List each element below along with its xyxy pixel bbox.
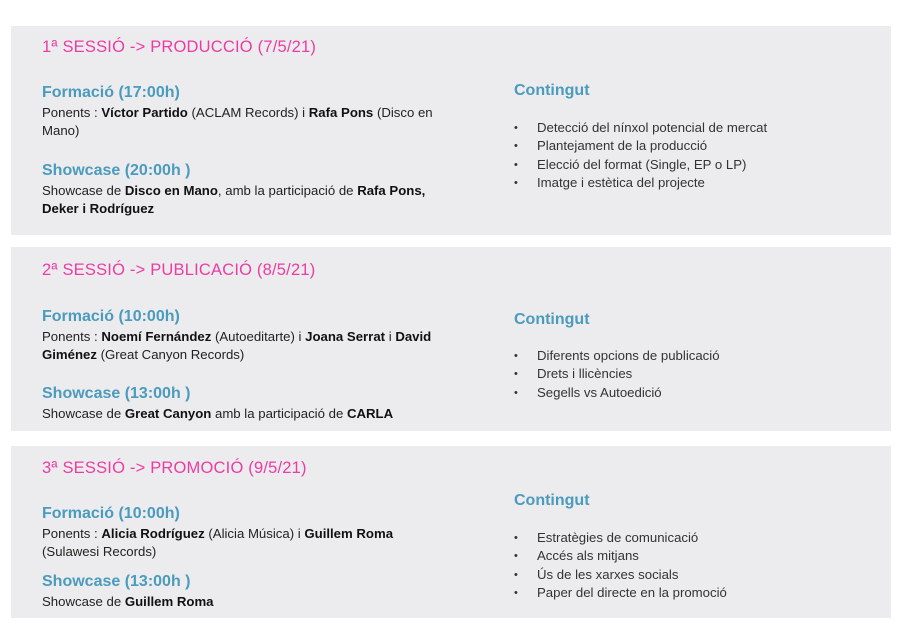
session-title: 3ª SESSIÓ -> PROMOCIÓ (9/5/21) (42, 459, 307, 477)
contingut-item-label: Elecció del format (Single, EP o LP) (537, 156, 747, 172)
text-segment: (Alicia Música) i (204, 526, 305, 541)
text-segment: i (385, 329, 396, 344)
contingut-item (514, 529, 727, 547)
formacio-heading: Formació (17:00h) (42, 84, 180, 101)
bold-name-text: David Giménez (42, 329, 432, 362)
ponents-text (42, 525, 442, 561)
contingut-item-label: Diferents opcions de publicació (537, 348, 720, 363)
bullet-icon: • (514, 532, 518, 544)
text-segment: Showcase de (42, 183, 125, 198)
contingut-item-label: Drets i llicències (537, 366, 633, 382)
session-3-panel (11, 446, 891, 618)
text-segment: (Disco en Mano) (42, 105, 433, 138)
bold-name-text: Noemí Fernández (101, 329, 212, 344)
bullet-icon: • (514, 586, 518, 599)
bullet-icon: • (514, 550, 518, 563)
bold-name-text: Guillem Roma (304, 526, 394, 541)
showcase-text (42, 182, 442, 218)
bold-name-text: Disco en Mano (124, 183, 218, 198)
contingut-heading: Contingut (514, 311, 590, 328)
contingut-list (514, 119, 767, 192)
showcase-text (42, 593, 442, 611)
contingut-item-label: Segells vs Autoedició (537, 384, 662, 400)
contingut-item (514, 119, 767, 137)
contingut-item-label: Paper del directe en la promoció (537, 584, 727, 600)
contingut-item-label: Ús de les xarxes socials (537, 566, 679, 582)
bold-name-text: Guillem Roma (124, 594, 214, 609)
ponents-text (42, 104, 442, 140)
bold-name-text: Joana Serrat (305, 329, 386, 344)
contingut-item (514, 547, 727, 565)
text-segment: Showcase de (42, 406, 125, 421)
showcase-heading: Showcase (13:00h ) (42, 385, 191, 402)
contingut-list (514, 529, 727, 602)
text-segment: Ponents : (42, 105, 102, 120)
formacio-heading: Formació (10:00h) (42, 505, 180, 522)
formacio-heading: Formació (10:00h) (42, 308, 180, 325)
contingut-item-label: Estratègies de comunicació (537, 530, 699, 545)
bold-name-text: Rafa Pons (308, 105, 374, 120)
showcase-heading: Showcase (13:00h ) (42, 573, 191, 590)
bullet-icon: • (514, 386, 518, 399)
contingut-item-label: Detecció del nínxol potencial de mercat (537, 120, 768, 135)
bullet-icon: • (514, 140, 518, 153)
bold-name-text: CARLA (346, 406, 394, 421)
contingut-list (514, 347, 720, 402)
contingut-item (514, 566, 727, 584)
contingut-item-label: Accés als mitjans (537, 548, 639, 564)
contingut-item (514, 584, 727, 602)
text-segment: (Autoeditarte) i (211, 329, 306, 344)
bold-name-text: Great Canyon (124, 406, 212, 421)
text-segment: (ACLAM Records) i (187, 105, 309, 120)
contingut-item (514, 137, 767, 155)
bold-name-text: Alicia Rodríguez (101, 526, 205, 541)
text-segment: amb la participació de (211, 406, 347, 421)
bold-name-text: Víctor Partido (101, 105, 188, 120)
bullet-icon: • (514, 122, 518, 134)
bullet-icon: • (514, 368, 518, 381)
session-1-panel (11, 26, 891, 235)
contingut-item (514, 156, 767, 174)
contingut-item (514, 384, 720, 402)
text-segment: Ponents : (42, 526, 102, 541)
text-segment: , amb la participació de (217, 183, 358, 198)
session-2-panel (11, 247, 891, 431)
text-segment: Ponents : (42, 329, 102, 344)
contingut-heading: Contingut (514, 82, 590, 99)
session-title: 2ª SESSIÓ -> PUBLICACIÓ (8/5/21) (42, 261, 316, 279)
bold-name-text: Rafa Pons, Deker i Rodríguez (42, 183, 426, 216)
contingut-item-label: Plantejament de la producció (537, 138, 708, 154)
ponents-text (42, 328, 442, 364)
contingut-item (514, 174, 767, 192)
session-title: 1ª SESSIÓ -> PRODUCCIÓ (7/5/21) (42, 38, 317, 56)
bullet-icon: • (514, 568, 518, 581)
contingut-item-label: Imatge i estètica del projecte (537, 174, 705, 190)
contingut-heading: Contingut (514, 492, 590, 509)
bullet-icon: • (514, 158, 518, 171)
text-segment: (Sulawesi Records) (42, 544, 157, 559)
contingut-item (514, 365, 720, 383)
text-segment: Showcase de (42, 594, 125, 609)
bullet-icon: • (514, 350, 518, 362)
text-segment: (Great Canyon Records) (96, 347, 245, 362)
bullet-icon: • (514, 176, 518, 189)
showcase-text (42, 405, 442, 423)
showcase-heading: Showcase (20:00h ) (42, 162, 191, 179)
contingut-item (514, 347, 720, 365)
